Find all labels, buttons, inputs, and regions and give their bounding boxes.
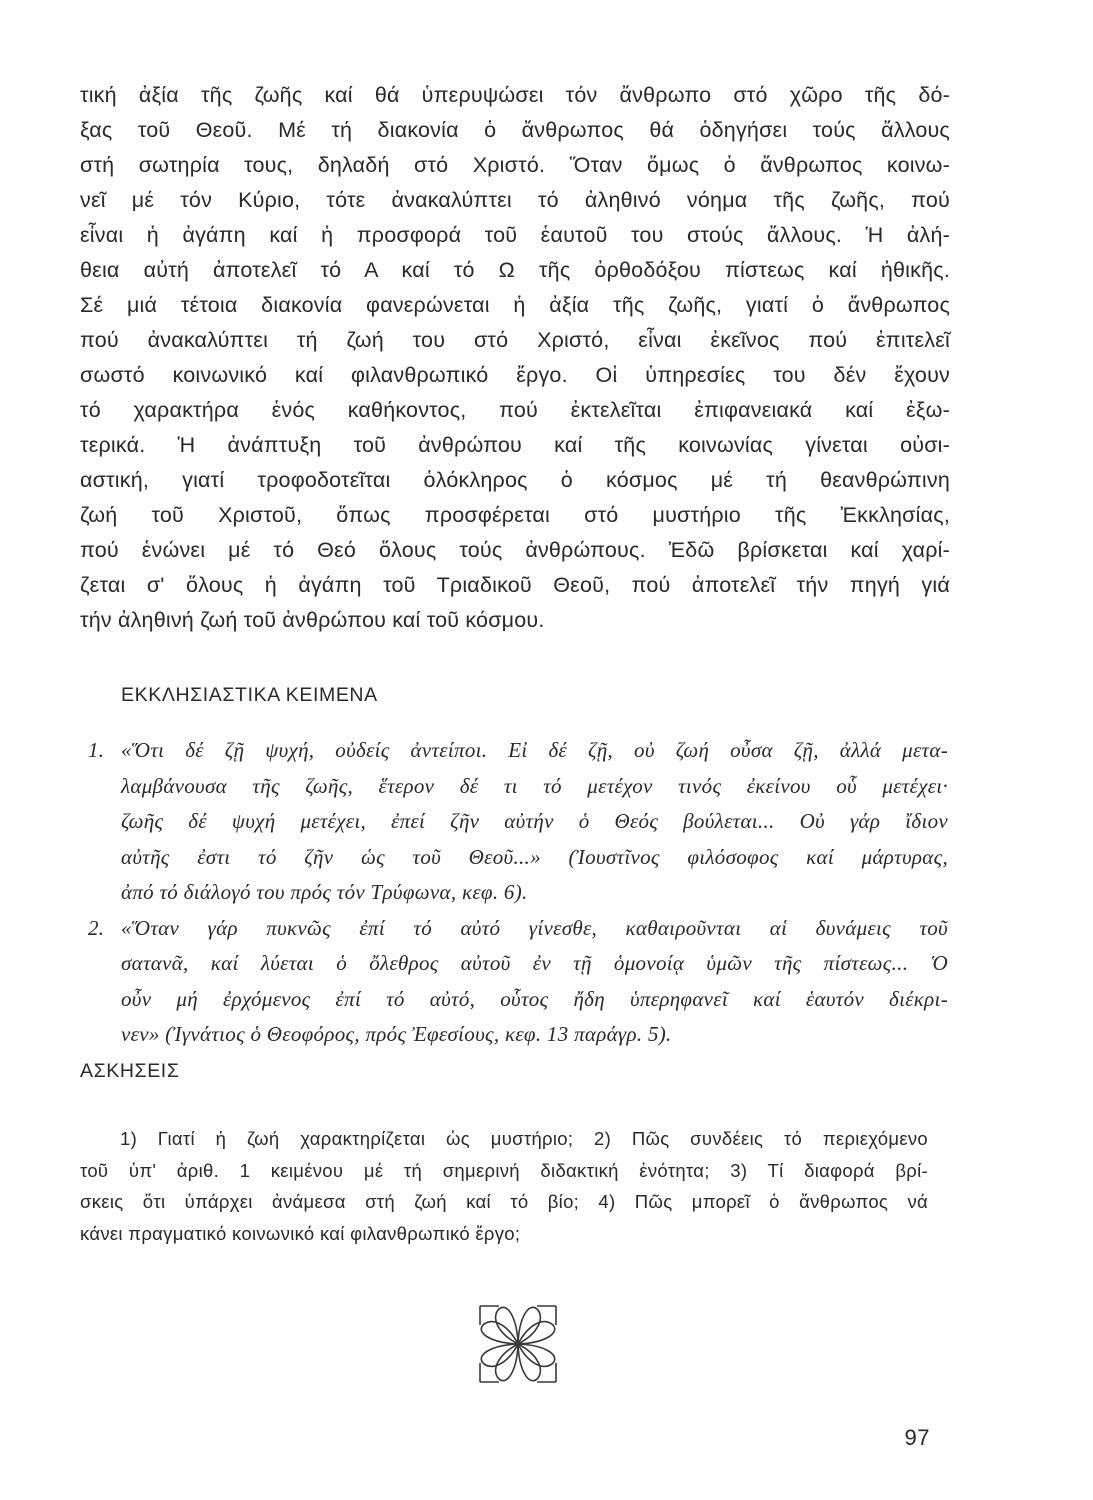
church-texts-list [88, 733, 948, 1053]
quote-1-line: ζωῆς δέ ψυχή μετέχει, ἐπεί ζῆν αὐτήν ὁ Θεός βούλεται... Οὐ γάρ ἴδιον [121, 809, 948, 833]
body-line: εἶναι ἡ ἀγάπη καί ἡ προσφορά τοῦ ἑαυτοῦ του στούς ἄλλους. Ἡ ἀλή- [80, 223, 950, 247]
body-line: τερικά. Ἡ ἀνάπτυξη τοῦ ἀνθρώπου καί τῆς κοινωνίας γίνεται οὐσι- [80, 433, 950, 457]
quote-1-line: λαμβάνουσα τῆς ζωῆς, ἕτερον δέ τι τό μετέχον τινός ἐκείνου οὗ μετέχει· [121, 773, 948, 798]
exercise-line: τοῦ ὑπ' ἀριθ. 1 κειμένου μέ τή σημερινή διδακτική ἑνότητα; 3) Τί διαφορά βρί- [80, 1159, 928, 1181]
quote-number: 2. [88, 915, 105, 940]
body-line: τό χαρακτήρα ἑνός καθήκοντος, πού ἐκτελεῖται ἐπιφανειακά καί ἐξω- [80, 398, 950, 422]
quote-number: 1. [88, 738, 105, 762]
quote-2-line: οὖν μή ἐρχόμενος ἐπί τό αὐτό, οὗτος ἤδη ὑπερηφανεῖ καί ἑαυτόν διέκρι- [121, 986, 948, 1011]
exercise-line: 1) Γιατί ἡ ζωή χαρακτηρίζεται ὡς μυστήριο; 2) Πῶς συνδέεις τό περιεχόμενο [120, 1128, 928, 1149]
exercise-line: σκεις ὅτι ὑπάρχει ἀνάμεσα στή ζωή καί τό βίο; 4) Πῶς μπορεῖ ὁ ἄνθρωπος νά [80, 1191, 928, 1212]
exercise-line: κάνει πραγματικό κοινωνικό καί φιλανθρωπικό ἔργο; [80, 1222, 521, 1244]
body-line: νεῖ μέ τόν Κύριο, τότε ἀνακαλύπτει τό ἀληθινό νόημα τῆς ζωῆς, πού [80, 188, 950, 212]
body-line: αστική, γιατί τροφοδοτεῖται ὁλόκληρος ὁ κόσμος μέ τή θεανθρώπινη [80, 468, 950, 492]
exercises-text [80, 1123, 928, 1249]
quatrefoil-ornament-icon [477, 1303, 559, 1385]
body-line: ζωή τοῦ Χριστοῦ, ὅπως προσφέρεται στό μυστήριο τῆς Ἐκκλησίας, [80, 503, 950, 527]
quote-1-line: ἀπό τό διάλογό του πρός τόν Τρύφωνα, κεφ. 6). [121, 880, 528, 904]
body-line: Σέ μιά τέτοια διακονία φανερώνεται ἡ ἀξία τῆς ζωῆς, γιατί ὁ ἄνθρωπος [80, 293, 950, 317]
body-line: τική ἀξία τῆς ζωῆς καί θά ὑπερυψώσει τόν ἄνθρωπο στό χῶρο τῆς δό- [80, 83, 950, 107]
quote-2-text: «Ὅταν γάρ πυκνῶς ἐπί τό αὐτό γίνεσθε, καθαιροῦνται αἱ δυνάμεις τοῦ [121, 915, 948, 940]
body-line: τήν ἀληθινή ζωή τοῦ ἀνθρώπου καί τοῦ κόσμου. [80, 608, 545, 632]
body-line: πού ἀνακαλύπτει τή ζωή του στό Χριστό, εἶναι ἐκεῖνος πού ἐπιτελεῖ [80, 328, 950, 352]
quote-1-line [88, 733, 948, 769]
body-line: θεια αὐτή ἀποτελεῖ τό Α καί τό Ω τῆς ὀρθοδόξου πίστεως καί ἠθικῆς. [80, 258, 950, 282]
quote-2-line [88, 911, 948, 947]
quote-2-line: νεν» (Ἰγνάτιος ὁ Θεοφόρος, πρός Ἐφεσίους, κεφ. 13 παράγρ. 5). [121, 1022, 672, 1046]
church-texts-heading: ΕΚΚΛΗΣΙΑΣΤΙΚΑ ΚΕΙΜΕΝΑ [121, 684, 378, 706]
body-paragraph [80, 78, 950, 638]
body-line: πού ἑνώνει μέ τό Θεό ὅλους τούς ἀνθρώπους. Ἐδῶ βρίσκεται καί χαρί- [80, 538, 950, 562]
body-line: στή σωτηρία τους, δηλαδή στό Χριστό. Ὅταν ὅμως ὁ ἄνθρωπος κοινω- [80, 153, 950, 177]
quote-2-line: σατανᾶ, καί λύεται ὁ ὄλεθρος αὐτοῦ ἐν τῇ ὁμονοίᾳ ὑμῶν τῆς πίστεως... Ὁ [121, 951, 948, 975]
body-line: ζεται σ' ὅλους ἡ ἀγάπη τοῦ Τριαδικοῦ Θεοῦ, πού ἀποτελεῖ τήν πηγή γιά [80, 573, 950, 597]
body-line: ξας τοῦ Θεοῦ. Μέ τή διακονία ὁ ἄνθρωπος θά ὁδηγήσει τούς ἄλλους [80, 118, 950, 142]
quote-1-line: αὐτῆς ἐστι τό ζῆν ὡς τοῦ Θεοῦ...» (Ἰουστῖνος φιλόσοφος καί μάρτυρας, [121, 844, 948, 869]
exercises-heading: ΑΣΚΗΣΕΙΣ [80, 1060, 180, 1082]
quote-1-text: «Ὅτι δέ ζῇ ψυχή, οὐδείς ἀντείποι. Εἰ δέ ζῇ, οὐ ζωή οὖσα ζῇ, ἀλλά μετα- [121, 738, 948, 762]
page-number: 97 [904, 1425, 930, 1450]
body-line: σωστό κοινωνικό καί φιλανθρωπικό ἔργο. Οἱ ὑπηρεσίες του δέν ἔχουν [80, 363, 950, 387]
